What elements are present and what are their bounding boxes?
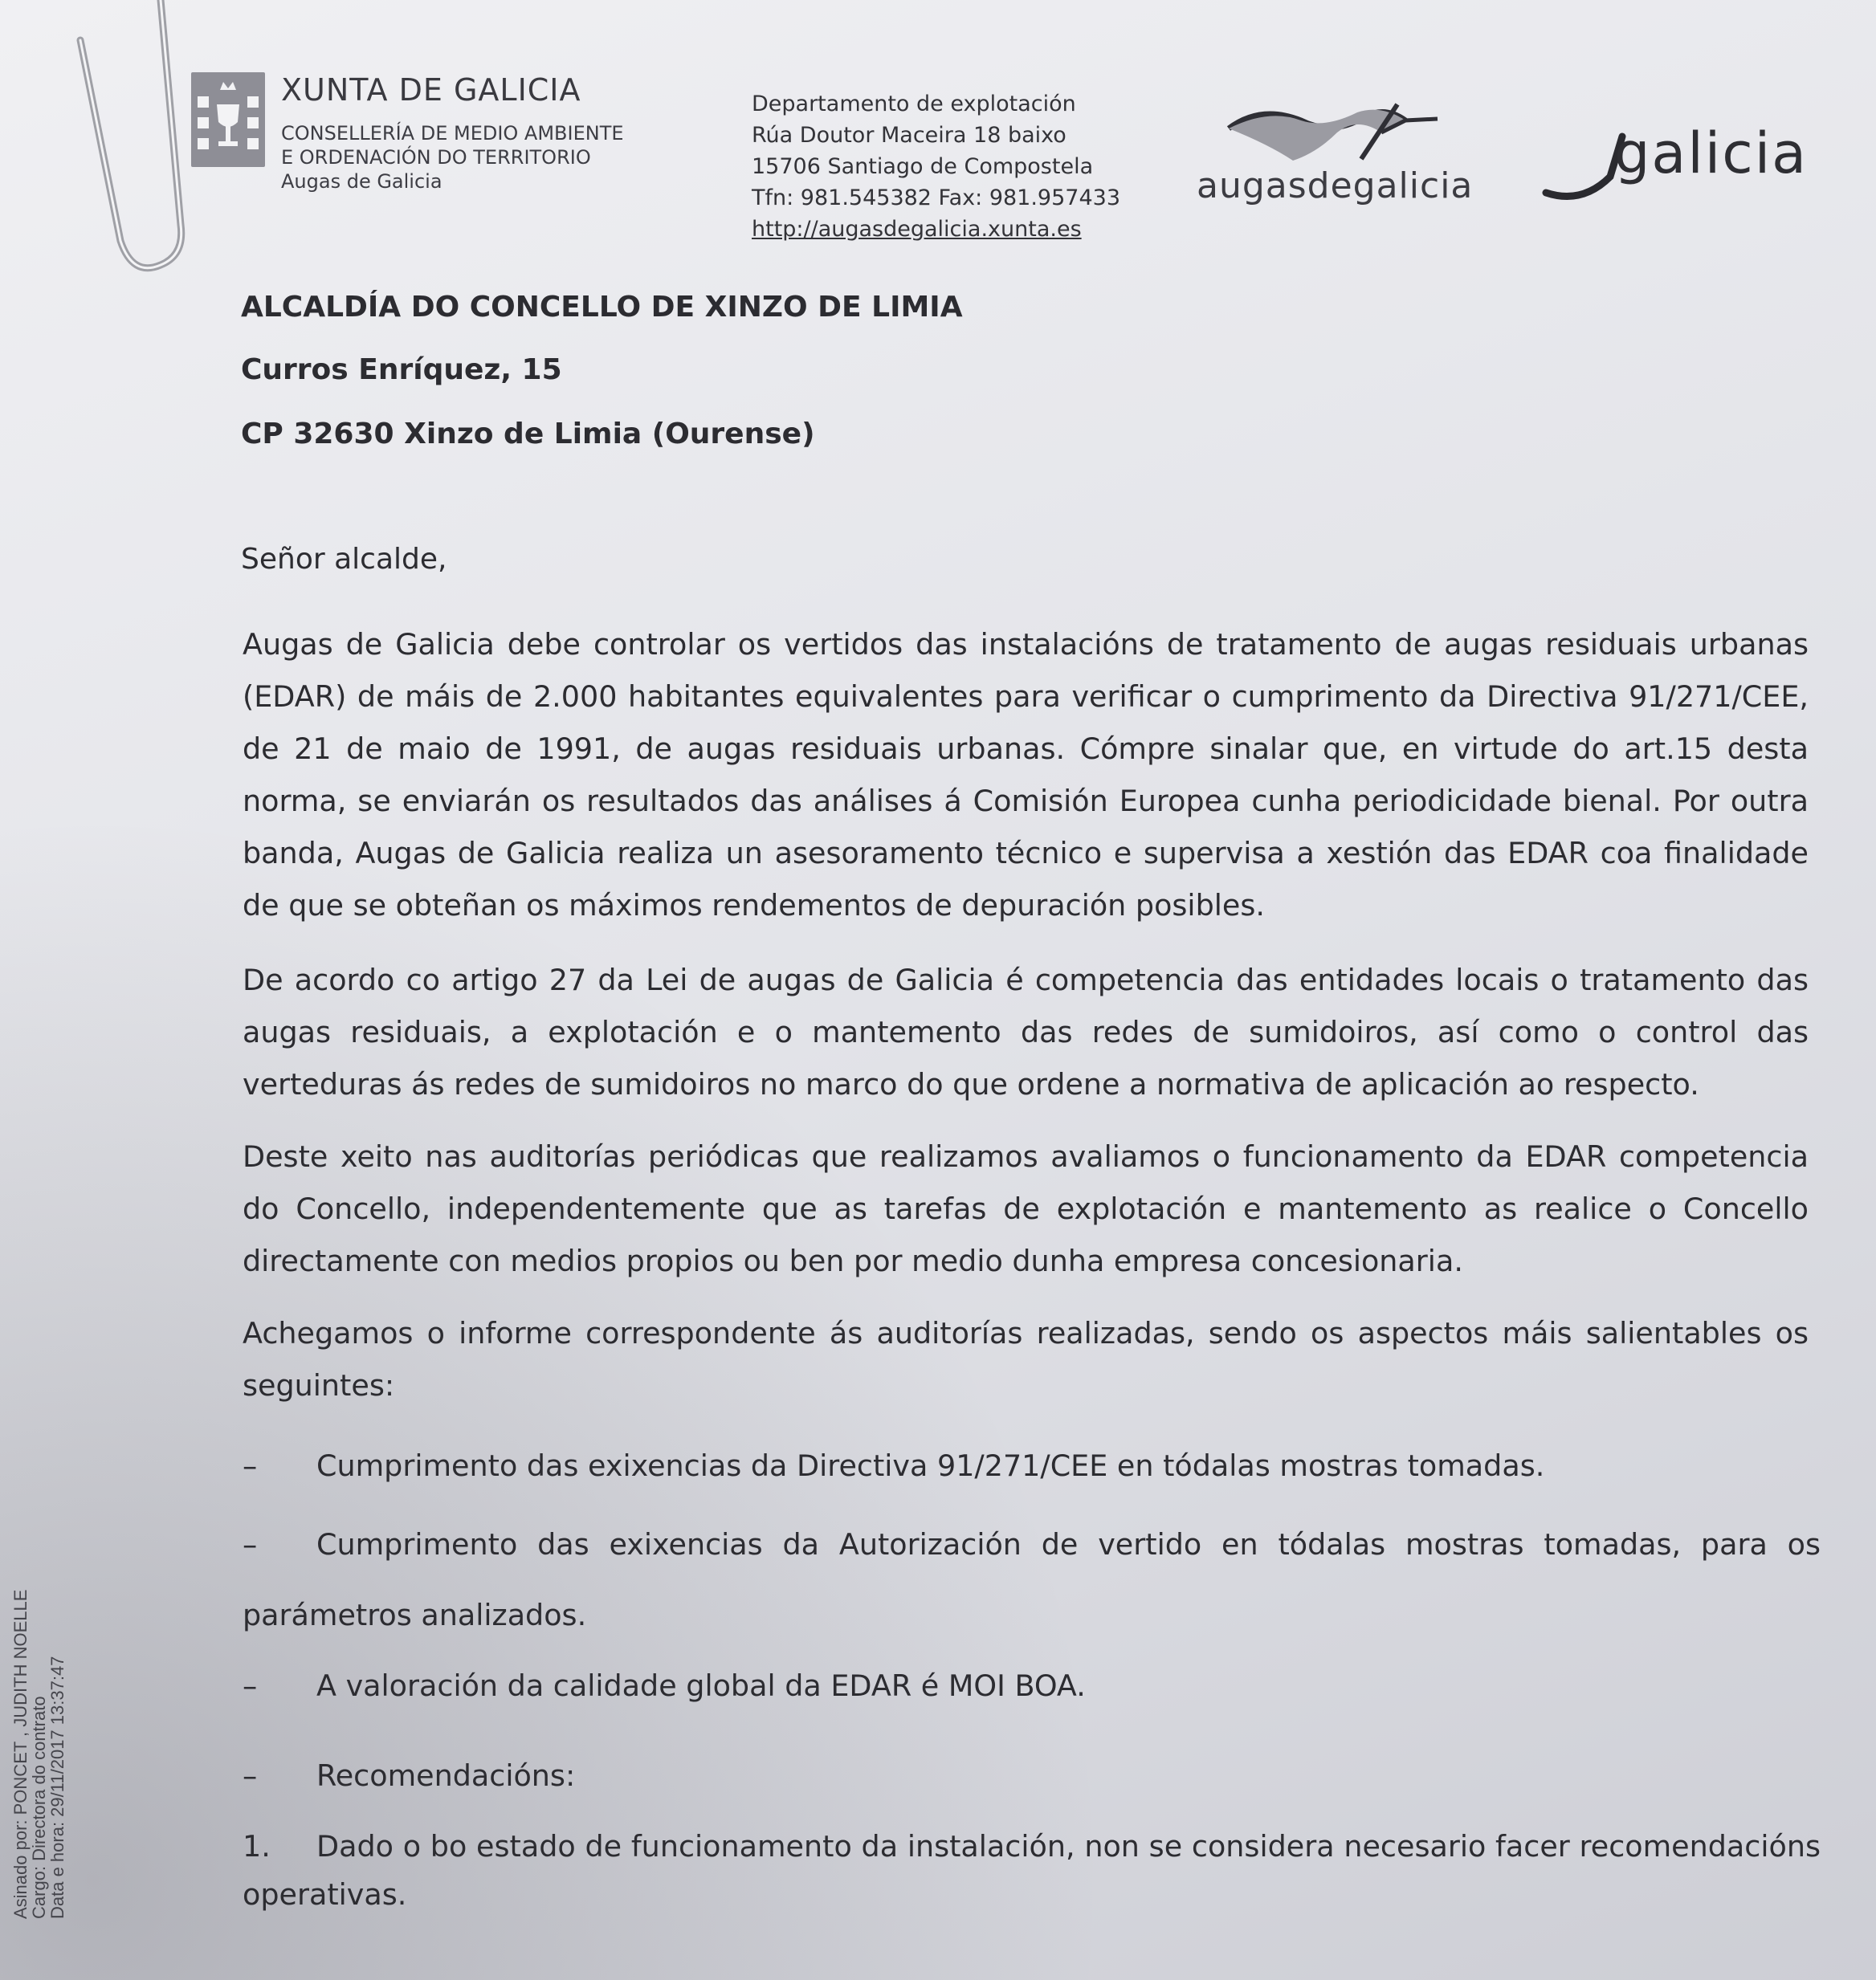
addressee-city: CP 32630 Xinzo de Limia (Ourense) [241,418,815,450]
xunta-coat-of-arms-icon [191,72,265,167]
list-item-text: Cumprimento das exixencias da Directiva 91/271/CEE en tódalas mostras tomadas. [316,1448,1545,1483]
list-item-text: Cumprimento das exixencias da Autorización de vertido en tódalas mostras tomadas, para os parámetros analizados. [243,1527,1821,1632]
agency-name: Augas de Galicia [281,170,442,193]
stamp-role: Cargo: Directora do contrato [29,1696,49,1919]
list-item [243,1509,1821,1651]
addressee-name: ALCALDÍA DO CONCELLO DE XINZO DE LIMIA [241,291,963,324]
augas-wave-icon [1197,96,1462,169]
list-item-text: Recomendacións: [316,1758,576,1793]
augas-de-galicia-logo [1197,96,1474,217]
augas-logo-text: augasdegalicia [1197,165,1474,206]
list-item [243,1431,1821,1501]
numbered-item-text: Dado o bo estado de funcionamento da instalación, non se considera necesario facer recomendacións operativas. [243,1829,1821,1912]
dash-bullet: – [243,1527,258,1562]
paragraph-1: Augas de Galicia debe controlar os vertidos das instalacións de tratamento de augas residuais urbanas (EDAR) de máis de 2.000 habitantes equivalentes para verificar o cumprimento da Directiva 91/271/CEE, de 21 de maio de 1991, de augas residuais urbanas. Cómpre sinalar que, en virtude do art.15 desta norma, se enviarán os resultados das análises á Comisión Europea cunha periodicidade bienal. Por outra banda, Augas de Galicia realiza un asesoramento técnico e supervisa a xestión das EDAR coa finalidade de que se obteñan os máximos rendementos de depuración posibles. [243,627,1809,923]
xunta-header [191,72,689,217]
dept-website-link[interactable]: http://augasdegalicia.xunta.es [752,217,1082,242]
dept-line-1: Departamento de explotación [752,92,1076,116]
dash-bullet: – [243,1448,258,1483]
xunta-name: XUNTA DE GALICIA [281,72,581,108]
list-item [243,1651,1821,1721]
conselleria-line2: E ORDENACIÓN DO TERRITORIO [281,146,591,169]
numbered-item [243,1823,1821,1919]
dept-line-4: Tfn: 981.545382 Fax: 981.957433 [752,185,1120,210]
signature-stamp [11,1501,67,1919]
stamp-signer: Asinado por: PONCET , JUDITH NOELLE [10,1589,31,1919]
paragraph-2: De acordo co artigo 27 da Lei de augas de Galicia é competencia das entidades locais o tratamento das augas residuais, a explotación e o mantemento das redes de sumidoiros, así como o control das verteduras ás redes de sumidoiros no marco do que ordene a normativa de aplicación ao respecto. [243,963,1809,1102]
stamp-datetime: Data e hora: 29/11/2017 13:37:47 [47,1656,67,1919]
paragraph-4: Achegamos o informe correspondente ás auditorías realizadas, sendo os aspectos máis salientables os seguintes: [243,1316,1809,1403]
salutation: Señor alcalde, [241,543,447,576]
department-address [752,88,1120,245]
addressee-street: Curros Enríquez, 15 [241,353,562,386]
dept-line-3: 15706 Santiago de Compostela [752,154,1094,179]
galicia-brand-logo [1542,120,1815,209]
conselleria-line1: CONSELLERÍA DE MEDIO AMBIENTE [281,122,624,145]
list-item-text: A valoración da calidade global da EDAR é MOI BOA. [316,1668,1086,1703]
item-number: 1. [243,1829,271,1864]
paragraph-3: Deste xeito nas auditorías periódicas que realizamos avaliamos o funcionamento da EDAR competencia do Concello, independentemente que as tarefas de explotación e mantemento as realice o Concello directamente con medios propios ou ben por medio dunha empresa concesionaria. [243,1139,1809,1278]
dash-bullet: – [243,1758,258,1793]
dept-line-2: Rúa Doutor Maceira 18 baixo [752,123,1066,148]
galicia-logo-text: galicia [1614,120,1809,186]
paper-clip-icon [64,0,209,281]
list-item [243,1741,1821,1811]
dash-bullet: – [243,1668,258,1703]
